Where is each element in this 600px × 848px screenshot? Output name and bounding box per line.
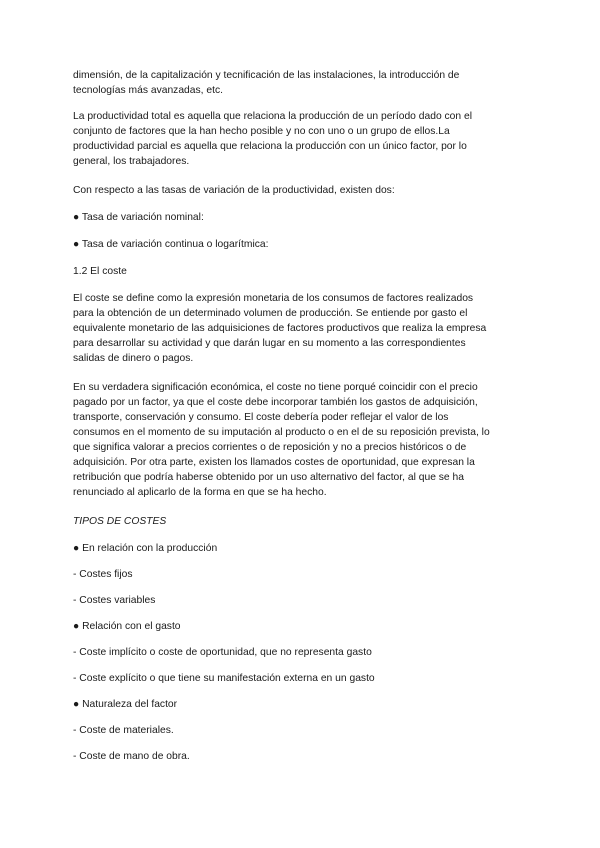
text-line: general, los trabajadores. <box>73 156 190 167</box>
text-line: retribución que podría haberse obtenido por un uso alternativo del factor, al que se ha <box>73 472 464 483</box>
bullet-continuous-rate: ● Tasa de variación continua o logarítmica: <box>73 239 269 250</box>
text-line: tecnologías más avanzadas, etc. <box>73 85 223 96</box>
document-page <box>73 68 533 775</box>
text-line: para desarrollar su actividad y que darán lugar en su momento a las correspondientes <box>73 338 466 349</box>
text-line: El coste se define como la expresión monetaria de los consumos de factores realizados <box>73 293 474 304</box>
text-line: renunciado al aplicarlo de la forma en que se ha hecho. <box>73 487 327 498</box>
text-line: consumos en el momento de su imputación al producto o en el de su reposición prevista, lo <box>73 427 490 438</box>
section-heading: 1.2 El coste <box>73 266 127 277</box>
paragraph-cost-definition <box>73 291 533 366</box>
text-line: equivalente monetario de las adquisiciones de factores productivos que realiza la empresa <box>73 323 487 334</box>
list-item: ● En relación con la producción <box>73 543 218 554</box>
list-item: - Coste implícito o coste de oportunidad, que no representa gasto <box>73 647 372 658</box>
text-line: productividad parcial es aquella que relaciona la producción con un único factor, por lo <box>73 141 467 152</box>
text-line: transporte, conservación y consumo. El coste debería poder reflejar el valor de los <box>73 412 449 423</box>
list-item: - Coste explícito o que tiene su manifestación externa en un gasto <box>73 673 375 684</box>
list-item: - Costes variables <box>73 595 156 606</box>
text-line: conjunto de factores que la han hecho posible y no con uno o un grupo de ellos.La <box>73 126 450 137</box>
text-line: adquisición. Por otra parte, existen los llamados costes de oportunidad, que expresan la <box>73 457 475 468</box>
list-item: - Costes fijos <box>73 569 133 580</box>
list-item: ● Naturaleza del factor <box>73 699 178 710</box>
paragraph-productivity-definition <box>73 109 533 169</box>
paragraph-capitalization <box>73 68 533 98</box>
text-line: La productividad total es aquella que relaciona la producción de un período dado con el <box>73 111 473 122</box>
paragraph-economic-meaning <box>73 380 533 500</box>
bullet-nominal-rate: ● Tasa de variación nominal: <box>73 212 204 223</box>
list-item: ● Relación con el gasto <box>73 621 181 632</box>
text-line: salidas de dinero o pagos. <box>73 353 194 364</box>
text-line: dimensión, de la capitalización y tecnificación de las instalaciones, la introducción de <box>73 70 460 81</box>
types-heading: TIPOS DE COSTES <box>73 516 167 527</box>
list-item: - Coste de mano de obra. <box>73 751 190 762</box>
text-line: que significa valorar a precios corrientes o de reposición y no a precios históricos o de <box>73 442 467 453</box>
text-line: pagado por un factor, ya que el coste debe incorporar también los gastos de adquisición, <box>73 397 478 408</box>
paragraph-rates-intro: Con respecto a las tasas de variación de la productividad, existen dos: <box>73 185 395 196</box>
text-line: En su verdadera significación económica, el coste no tiene porqué coincidir con el precio <box>73 382 478 393</box>
list-item: - Coste de materiales. <box>73 725 174 736</box>
text-line: para la obtención de un determinado volumen de producción. Se entiende por gasto el <box>73 308 468 319</box>
